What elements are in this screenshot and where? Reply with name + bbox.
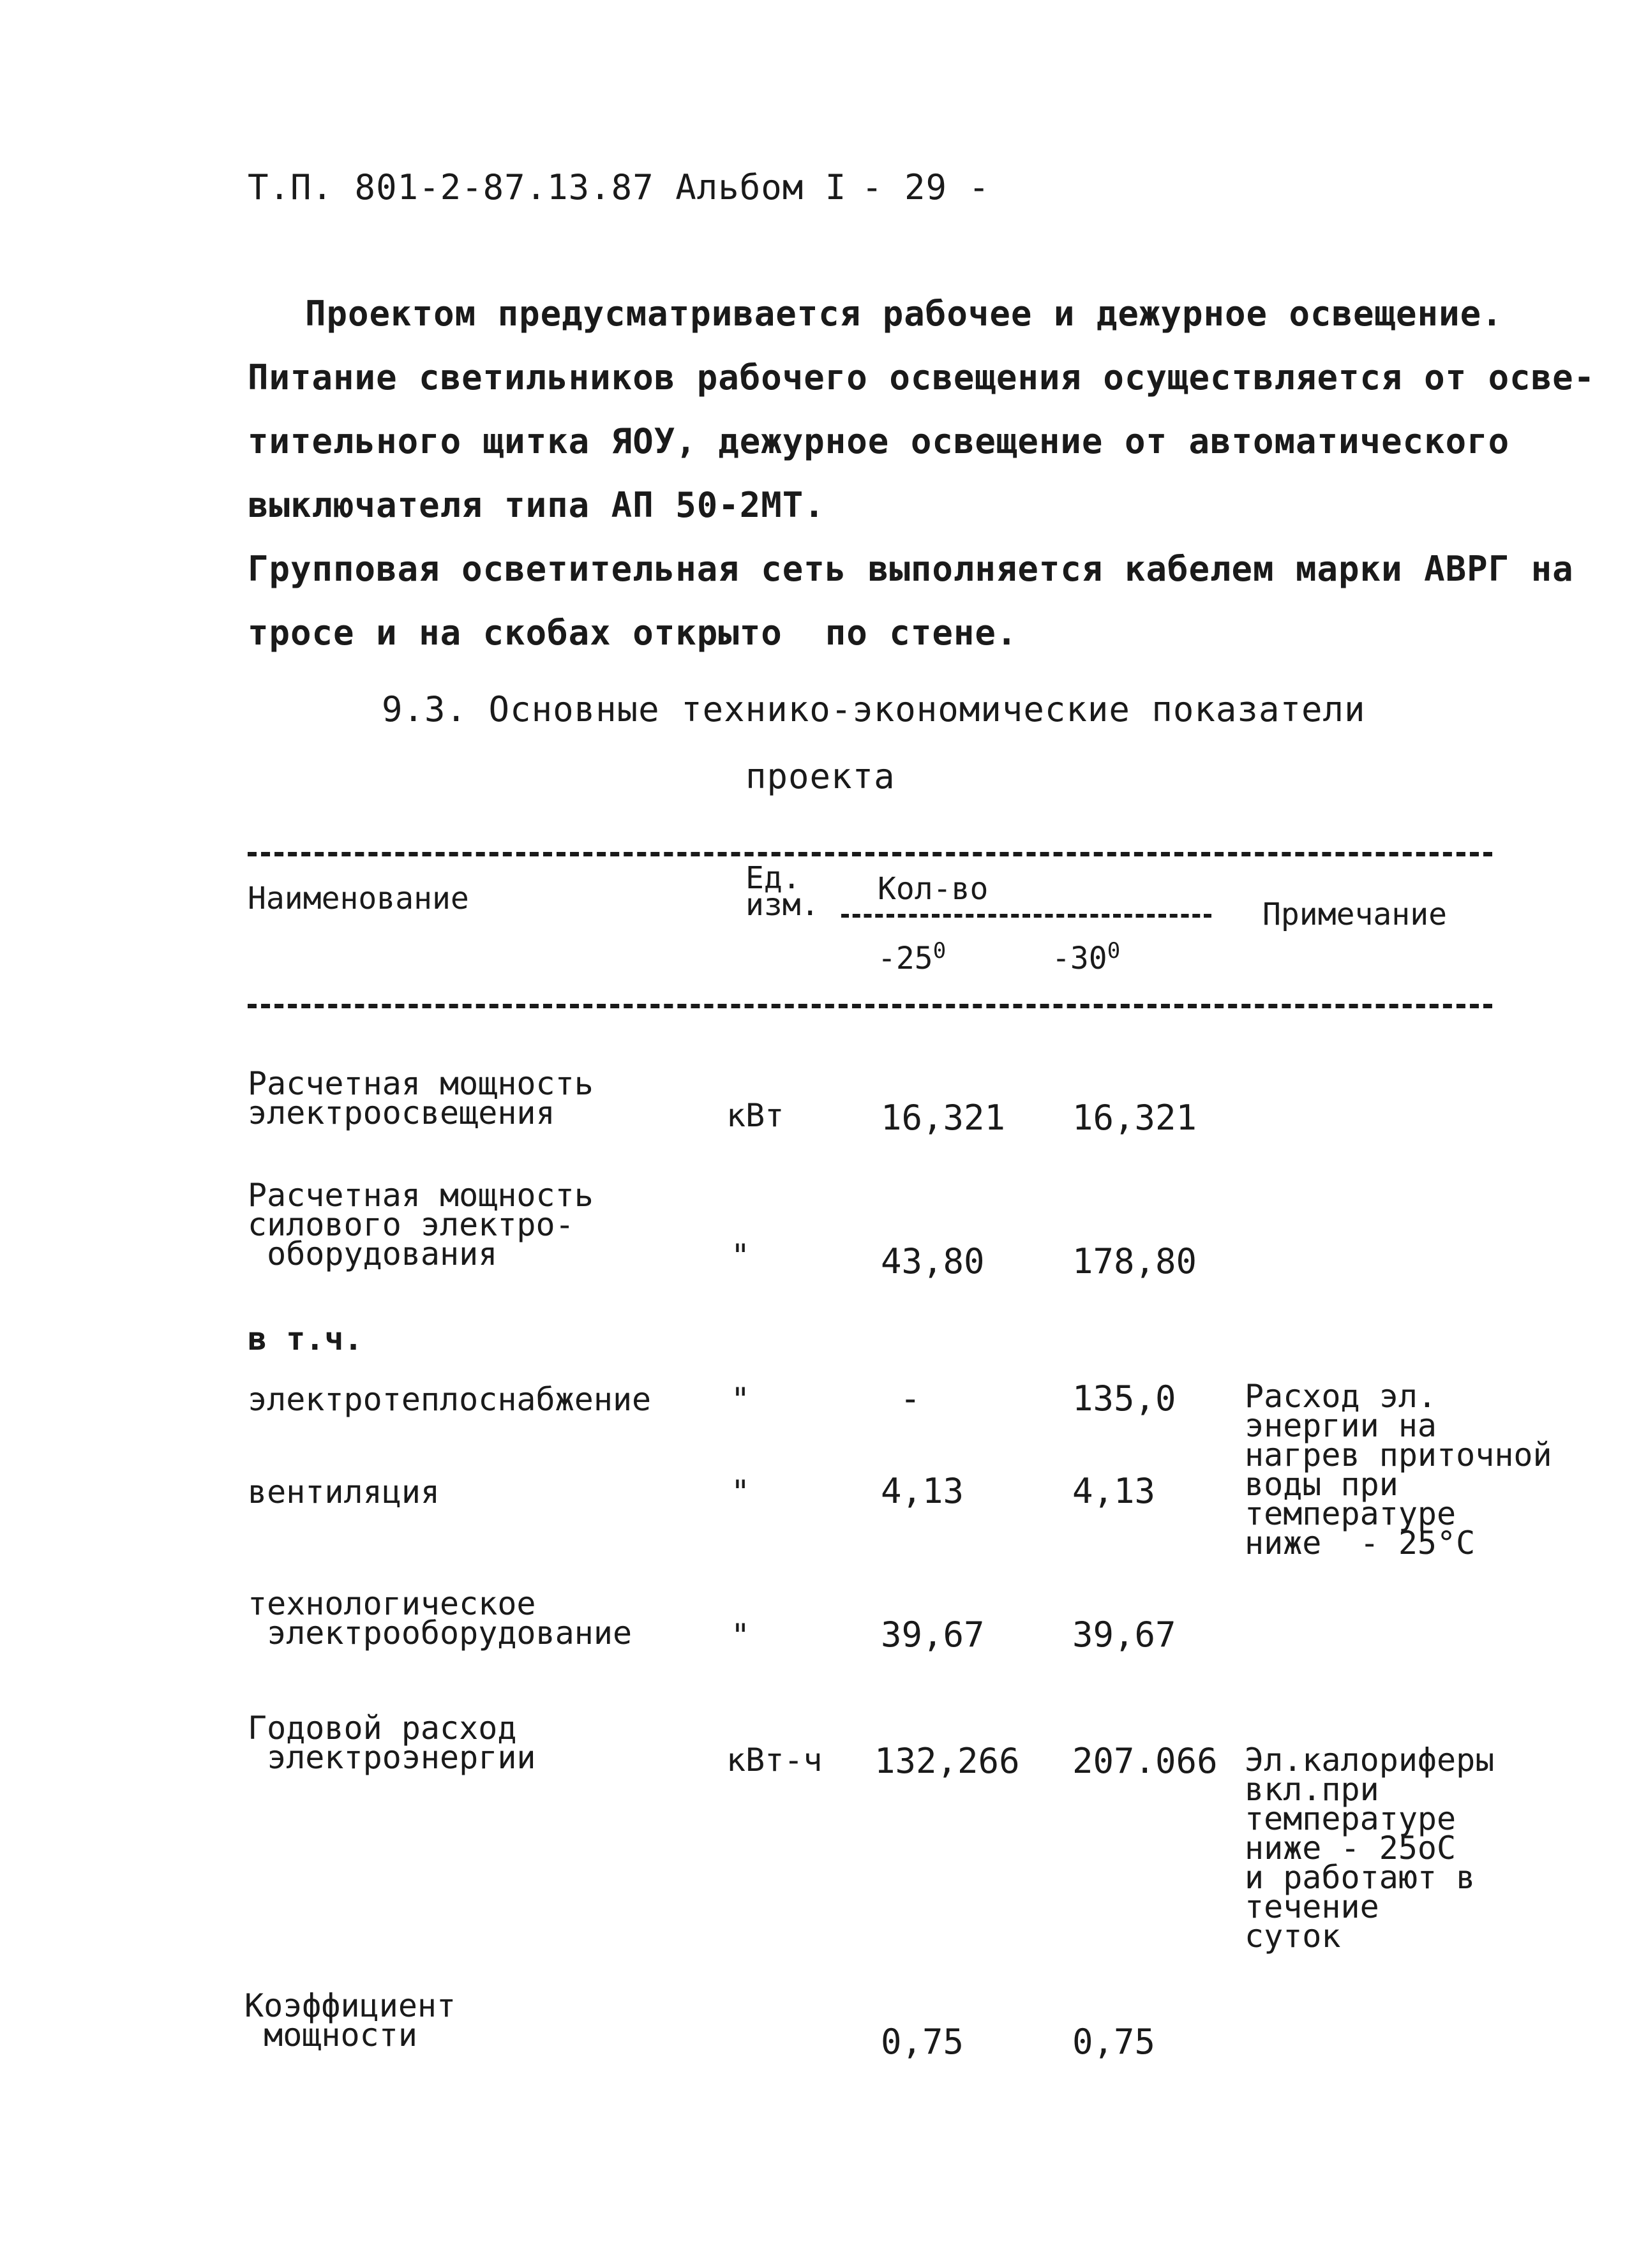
header-temp-30: $-30^0$ [1052,938,1121,976]
paragraph-line-4: выключателя типа АП 50-2МТ. [248,485,825,525]
row-2-value-30: 178,80 [1072,1241,1197,1281]
row-5-value-25: 4,13 [881,1471,964,1511]
row-5-name: вентиляция [248,1473,440,1511]
row-2-unit: " [731,1237,751,1274]
row-6-unit: " [731,1617,751,1654]
row-4-note: Расход эл. энергии на нагрев приточной воды при температуре ниже - 25°С [1245,1378,1552,1562]
document-code: Т.П. 801-2-87.13.87 Альбом I [248,167,847,207]
row-3-name: в т.ч. [248,1320,363,1357]
header-quantity: Кол-во [878,871,989,907]
row-7-name: Годовой расход электроэнергии [248,1710,536,1776]
row-6-name: технологическое электрооборудование [248,1585,633,1652]
section-title: 9.3. Основные технико-экономические показатели [382,689,1366,729]
paragraph-line-2: Питание светильников рабочего освещения осуществляется от осве- [248,357,1596,398]
header-note: Примечание [1262,897,1447,932]
row-1-name: Расчетная мощность электроосвещения [248,1065,594,1131]
section-title-continuation: проекта [745,756,895,796]
row-7-unit: кВт-ч [726,1742,823,1779]
table-header-rule [248,1004,1492,1008]
row-7-value-25: 132,266 [874,1741,1020,1781]
row-1-value-25: 16,321 [881,1098,1006,1138]
row-8-value-30: 0,75 [1072,2022,1156,2062]
row-8-name: Коэффициент мощности [244,1987,456,2054]
paragraph-line-5: Групповая осветительная сеть выполняется кабелем марки АВРГ на [248,549,1574,589]
row-2-name: Расчетная мощность силового электро- оборудования [248,1177,594,1272]
row-2-value-25: 43,80 [881,1241,985,1281]
header-temp-25: $-25^0$ [878,938,947,976]
row-4-value-30: 135,0 [1072,1378,1176,1419]
row-4-name: электротеплоснабжение [248,1381,652,1418]
row-6-value-25: 39,67 [881,1615,985,1655]
row-5-value-30: 4,13 [1072,1471,1156,1511]
paragraph-line-3: тительного щитка ЯОУ, дежурное освещение от автоматического [248,421,1510,461]
row-7-note: Эл.калориферы вкл.при температуре ниже - 25оС и работают в течение суток [1245,1742,1495,1955]
header-unit: Ед. изм. [745,860,820,923]
row-5-unit: " [731,1473,751,1511]
paragraph-line-6: тросе и на скобах открыто по стене. [248,613,1018,653]
table-top-rule [248,852,1492,856]
row-1-value-30: 16,321 [1072,1098,1197,1138]
page-number: - 29 - [862,167,991,207]
row-1-unit: кВт [726,1097,784,1134]
header-name: Наименование [248,881,469,916]
row-8-value-25: 0,75 [881,2022,964,2062]
row-4-value-25: - [900,1378,921,1419]
paragraph-line-1: Проектом предусматривается рабочее и дежурное освещение. [305,294,1503,334]
header-sub-rule [841,914,1211,918]
row-7-value-30: 207.066 [1072,1741,1218,1781]
row-6-value-30: 39,67 [1072,1615,1176,1655]
row-4-unit: " [731,1381,751,1418]
